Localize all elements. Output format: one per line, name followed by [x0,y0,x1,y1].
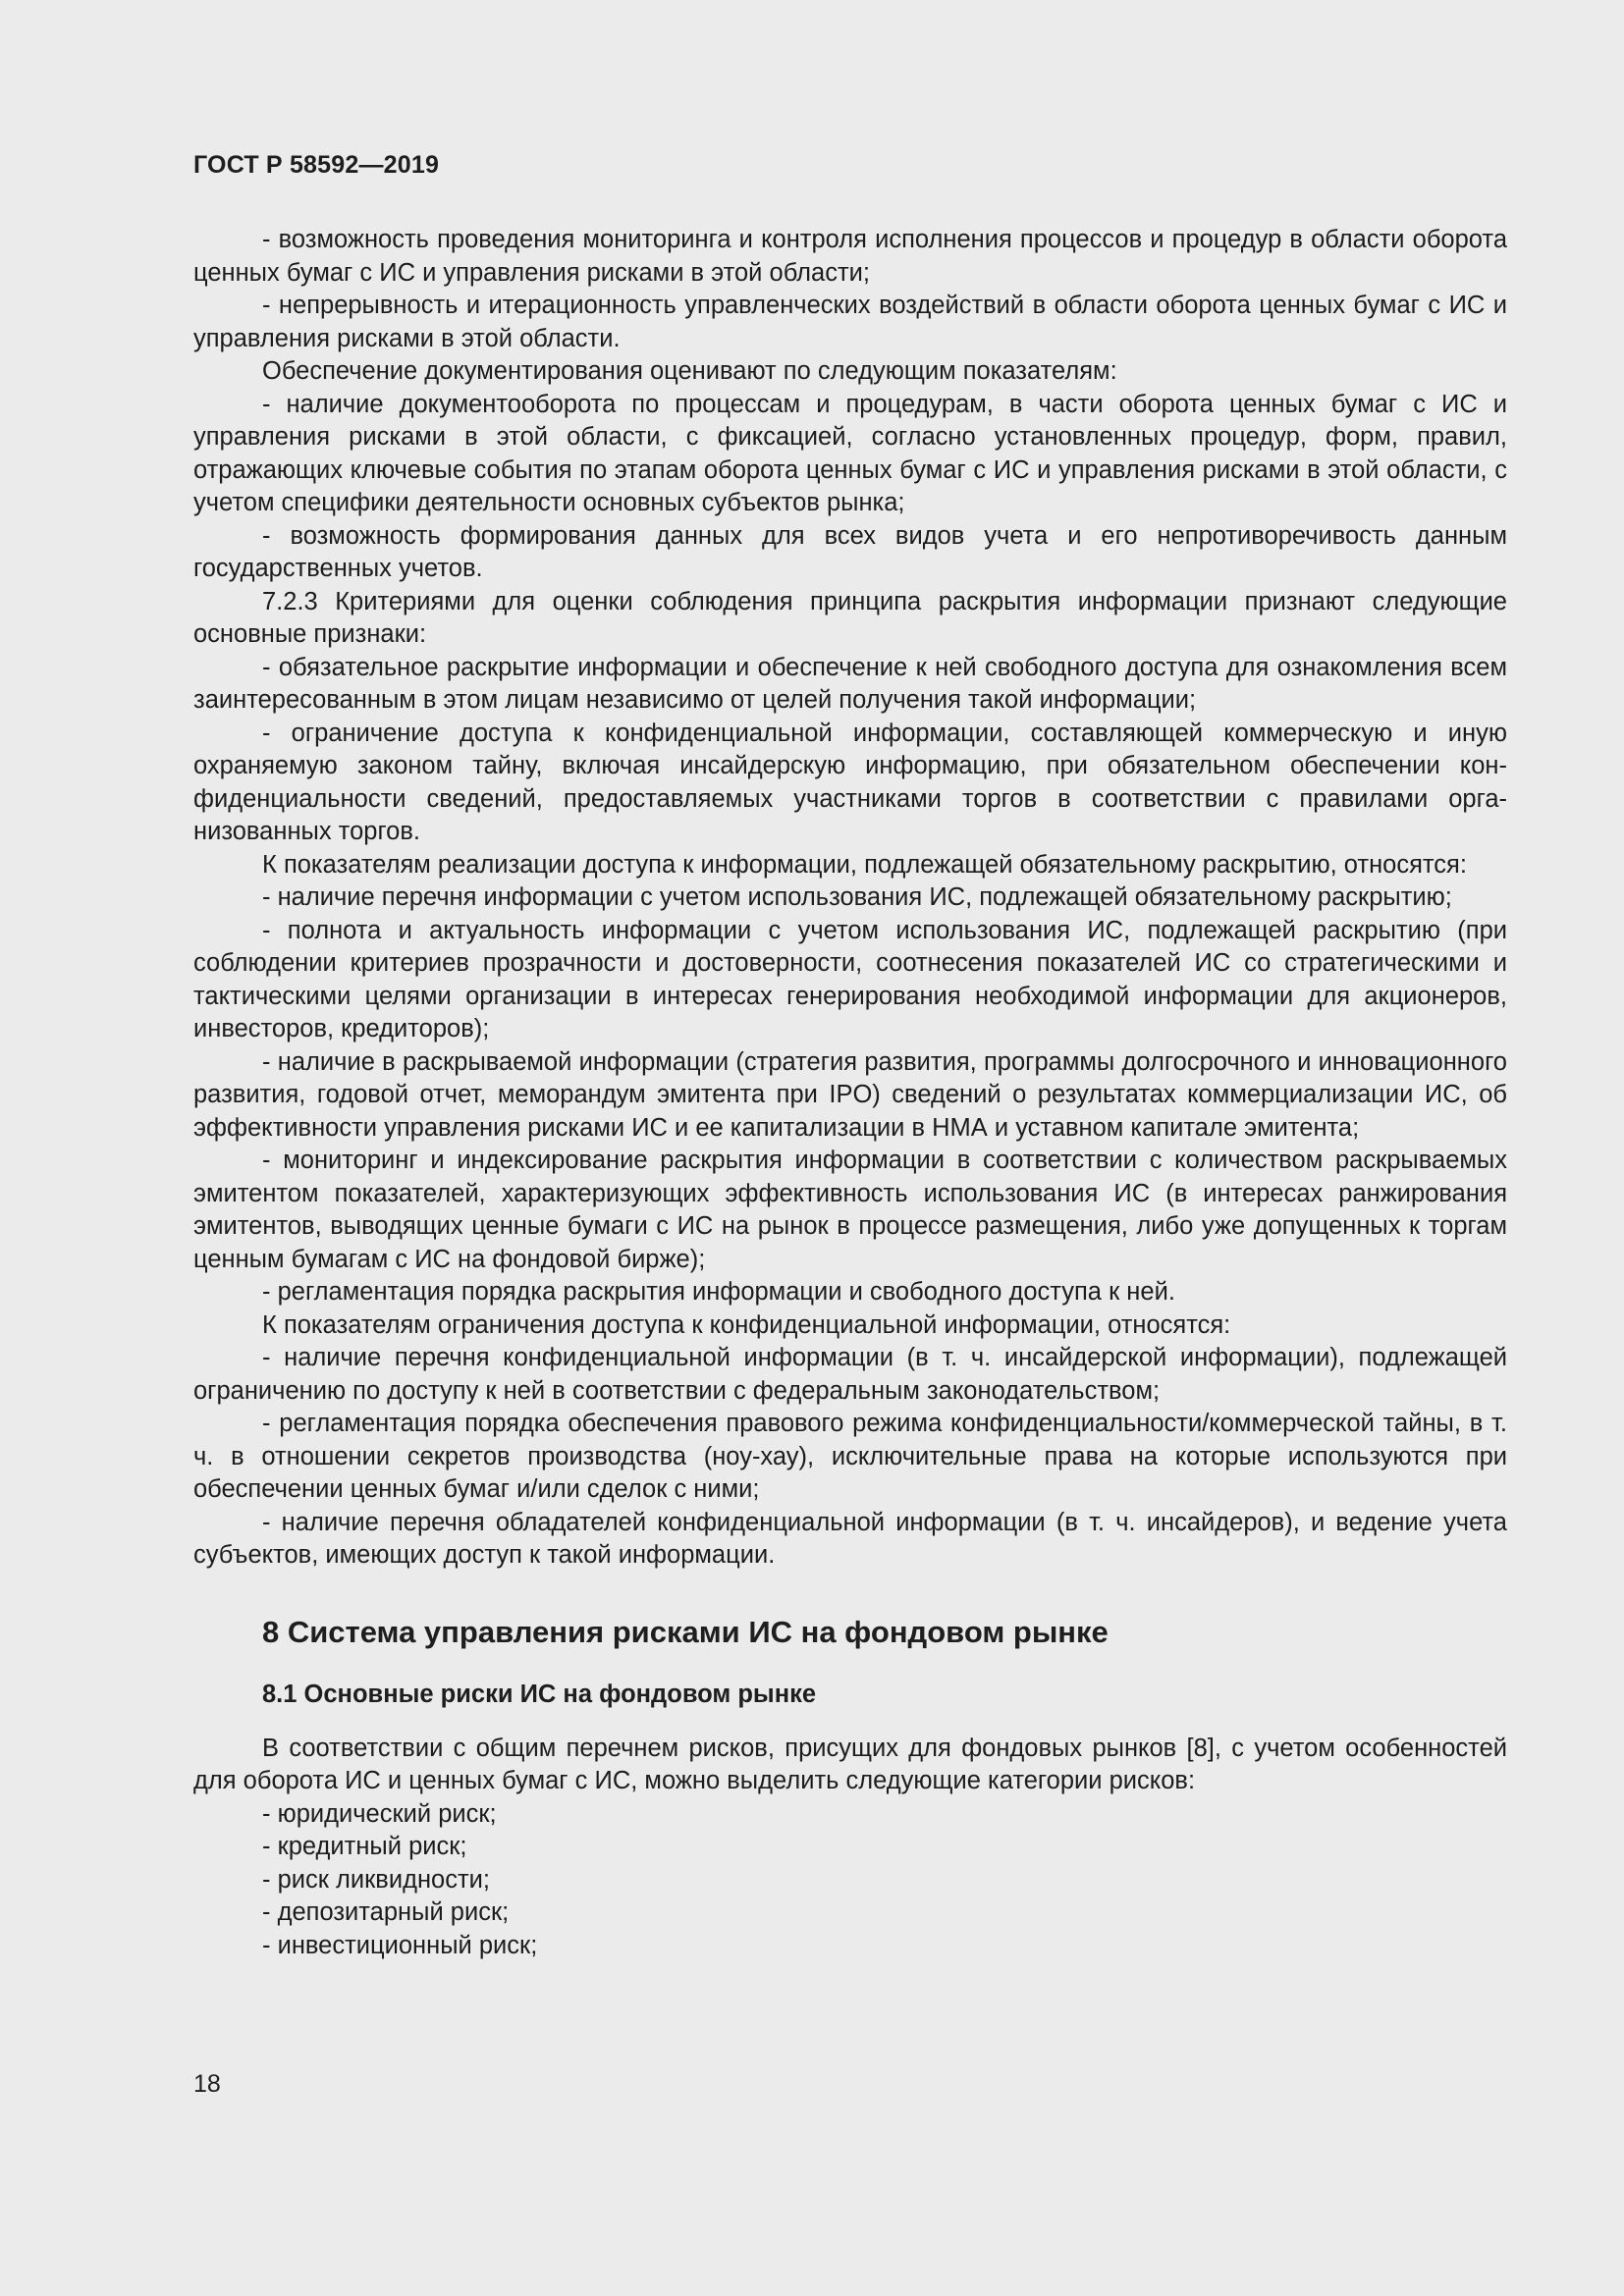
section-title: 8 Система управления рисками ИС на фондовом рынке [262,1614,1109,1649]
paragraph: - ограничение доступа к конфиденциальной информации, составляющей коммерческую и иную охраняемую законом тайну, включая инсайдерскую информацию, при обязательном обеспечении конфиденциальности сведений, предоставляемых участниками торгов в соответствии с правилами организованных торгов. [193,719,1507,845]
paragraph: - обязательное раскрытие информации и обеспечение к ней свободного доступа для ознакомления всем заинтересованным в этом лицам независимо от целей получения такой информации; [193,653,1507,714]
paragraph: - наличие перечня обладателей конфиденциальной информации (в т. ч. инсайдеров), и ведение учета субъектов, имеющих доступ к такой информации. [193,1508,1507,1569]
paragraph: - возможность проведения мониторинга и контроля исполнения процессов и процедур в области оборота ценных бумаг с ИС и управления рисками в этой области; [193,226,1507,287]
risk-list-item: - кредитный риск; [262,1833,467,1860]
subsection-title: 8.1 Основные риски ИС на фондовом рынке [262,1680,817,1708]
paragraph: - регламентация порядка обеспечения правового режима конфиденциальности/коммерческой тайны, в т. ч. в отношении секретов производства (ноу-хау), исключительные права на которые используются при обеспечении ценных бумаг и/или сделок с ними; [193,1410,1507,1503]
paragraph: - наличие документооборота по процессам и процедурам, в части оборота ценных бумаг с ИС и управления рисками в этой области, с фиксацией, согласно установленных процедур, форм, правил, отражающих ключевые события по этапам оборота ценных бумаг с ИС и управления рисками в этой области, с учетом специфики деятельности основных субъектов рынка; [193,390,1507,516]
paragraph: - наличие перечня информации с учетом использования ИС, подлежащей обязательному раскрытию; [262,883,1452,911]
document-body [193,224,1507,1962]
paragraph: Обеспечение документирования оценивают по следующим показателям: [262,357,1117,385]
risk-list-item: - инвестиционный риск; [262,1931,538,1959]
paragraph: - полнота и актуальность информации с учетом использования ИС, подлежащей раскрытию (при соблюдении критериев прозрачности и достоверности, соотнесения показателей ИС со стратегическими и тактическими целями организации в интересах генерирования необходимой информации для акционеров, инвесторов, кредиторов); [193,916,1507,1042]
paragraph: - возможность формирования данных для всех видов учета и его непротиворечивость данным государственных учетов. [193,521,1507,582]
page-number: 18 [193,2070,221,2098]
paragraph: - регламентация порядка раскрытия информации и свободного доступа к ней. [262,1278,1175,1306]
paragraph: - наличие в раскрываемой информации (стратегия развития, программы долгосрочного и инновационного развития, годовой отчет, меморандум эмитента при IPO) сведений о результатах коммерциализации ИС, об эффективности управления рисками ИС и ее капитализации в НМА и уставном капитале эмитента; [193,1047,1507,1142]
paragraph: К показателям ограничения доступа к конфиденциальной информации, относятся: [262,1310,1231,1339]
risk-list-item: - депозитарный риск; [262,1898,510,1926]
paragraph: - мониторинг и индексирование раскрытия информации в соответствии с количеством раскрываемых эмитентом показателей, характеризующих эффективность использования ИС (в интересах ранжирования эмитентов, выводящих ценные бумаги с ИС на рынок в процессе размещения, либо уже допущенных к торгам ценным бумагам с ИС на фондовой бирже); [193,1147,1507,1273]
standard-code-header: ГОСТ Р 58592—2019 [193,151,440,179]
risk-list-item: - юридический риск; [262,1799,497,1828]
paragraph: 7.2.3 Критериями для оценки соблюдения принципа раскрытия информации признают следующие основные признаки: [193,587,1507,648]
paragraph: - наличие перечня конфиденциальной информации (в т. ч. инсайдерской информации), подлежащей ограничению по доступу к ней в соответствии с федеральным законодательством; [193,1344,1507,1405]
paragraph: - непрерывность и итерационность управленческих воздействий в области оборота ценных бумаг с ИС и управления рисками в этой области. [193,292,1507,352]
risk-list-item: - риск ликвидности; [262,1865,490,1894]
paragraph: В соответствии с общим перечнем рисков, присущих для фондовых рынков [8], с учетом особенностей для оборота ИС и ценных бумаг с ИС, можно выделить следующие категории рисков: [193,1734,1507,1794]
paragraph: К показателям реализации доступа к информации, подлежащей обязательному раскрытию, относятся: [262,850,1467,879]
